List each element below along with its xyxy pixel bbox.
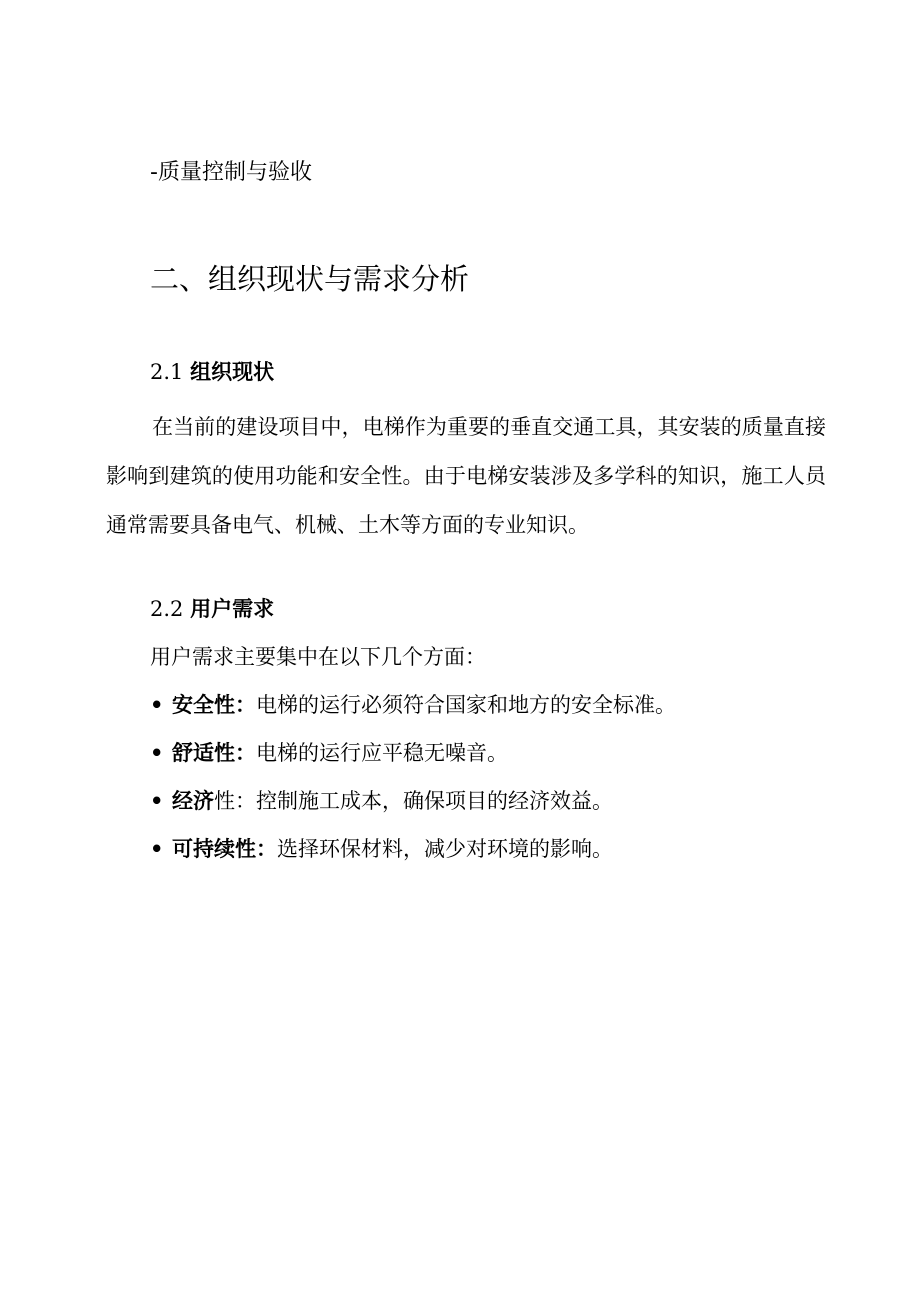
subsection-title: 用户需求	[190, 597, 275, 621]
bullet-term: 舒适性：	[172, 741, 256, 765]
bullet-text: 电梯的运行应平稳无噪音。	[256, 741, 508, 765]
subsection-heading-organization-status	[150, 359, 274, 385]
bullet-term: 安全性：	[172, 693, 256, 717]
bullet-item	[150, 836, 613, 862]
bullet-item	[150, 740, 508, 766]
bullet-item	[150, 692, 676, 718]
bullet-text: 电梯的运行必须符合国家和地方的安全标准。	[256, 693, 676, 717]
bullet-term: 经济性：	[172, 789, 256, 813]
section-heading: 二、组织现状与需求分析	[150, 262, 470, 296]
subsection-number: 2.2	[150, 597, 184, 621]
list-item-quality-control: -质量控制与验收	[150, 160, 312, 185]
bullet-icon: •	[150, 837, 164, 861]
bullet-item	[150, 788, 613, 814]
subsection-number: 2.1	[150, 360, 184, 384]
subsection-title: 组织现状	[190, 360, 275, 384]
bullet-icon: •	[150, 789, 164, 813]
bullet-icon: •	[150, 693, 164, 717]
bullet-term: 可持续性：	[172, 837, 277, 861]
bullet-text: 选择环保材料，减少对环境的影响。	[277, 837, 613, 861]
bullet-icon: •	[150, 741, 164, 765]
body-paragraph: 在当前的建设项目中，电梯作为重要的垂直交通工具，其安装的质量直接影响到建筑的使用功能和安全性。由于电梯安装涉及多学科的知识，施工人员通常需要具备电气、机械、土木等方面的专业知识。	[106, 415, 826, 537]
subsection-heading-user-needs	[150, 596, 274, 622]
list-lead-text: 用户需求主要集中在以下几个方面：	[150, 645, 486, 669]
bullet-text: 控制施工成本，确保项目的经济效益。	[256, 789, 613, 813]
